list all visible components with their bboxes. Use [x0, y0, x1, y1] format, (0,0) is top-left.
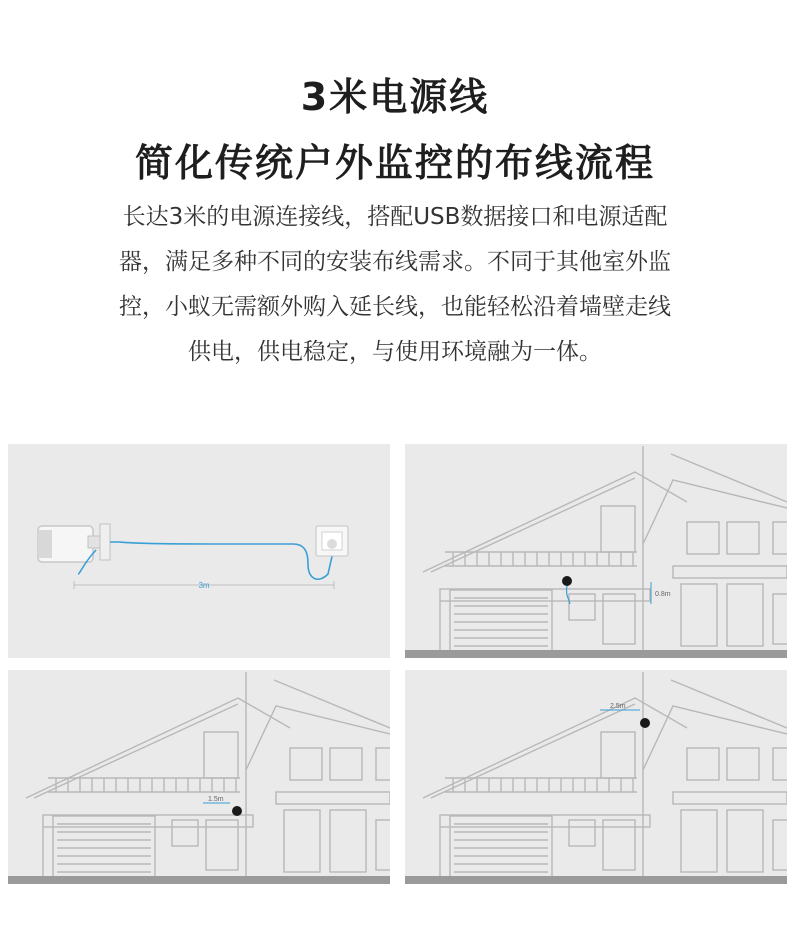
- wall-socket-icon: [316, 526, 348, 556]
- headline-line-1: 3米电源线: [300, 75, 490, 119]
- description-line-2: 器，满足多种不同的安装布线需求。不同于其他室外监: [119, 249, 671, 275]
- cable-length-label: 3m: [198, 581, 210, 590]
- description-line-3: 控，小蚁无需额外购入延长线，也能轻松沿着墙壁走线: [119, 294, 671, 320]
- camera-dot: [232, 806, 242, 816]
- house-install-0-8m: [405, 444, 787, 658]
- camera-dot: [562, 576, 572, 586]
- height-label: 0.8m: [655, 591, 671, 598]
- description-line-1: 长达3米的电源连接线，搭配USB数据接口和电源适配: [122, 204, 668, 230]
- house-illustration: [405, 672, 787, 884]
- camera-icon: [38, 524, 110, 562]
- house-illustration: [405, 446, 787, 658]
- power-cable: [110, 542, 333, 579]
- height-label: 2.5m: [610, 703, 626, 710]
- house-install-1-5m: [8, 670, 390, 884]
- house-install-2-5m: [405, 670, 787, 884]
- headline-line-2: 简化传统户外监控的布线流程: [134, 141, 655, 185]
- cable-length-illustration: [8, 444, 390, 658]
- description-line-4: 供电，供电稳定，与使用环境融为一体。: [188, 339, 602, 365]
- house-illustration: [8, 672, 390, 884]
- camera-dot: [640, 718, 650, 728]
- height-label: 1.5m: [208, 796, 224, 803]
